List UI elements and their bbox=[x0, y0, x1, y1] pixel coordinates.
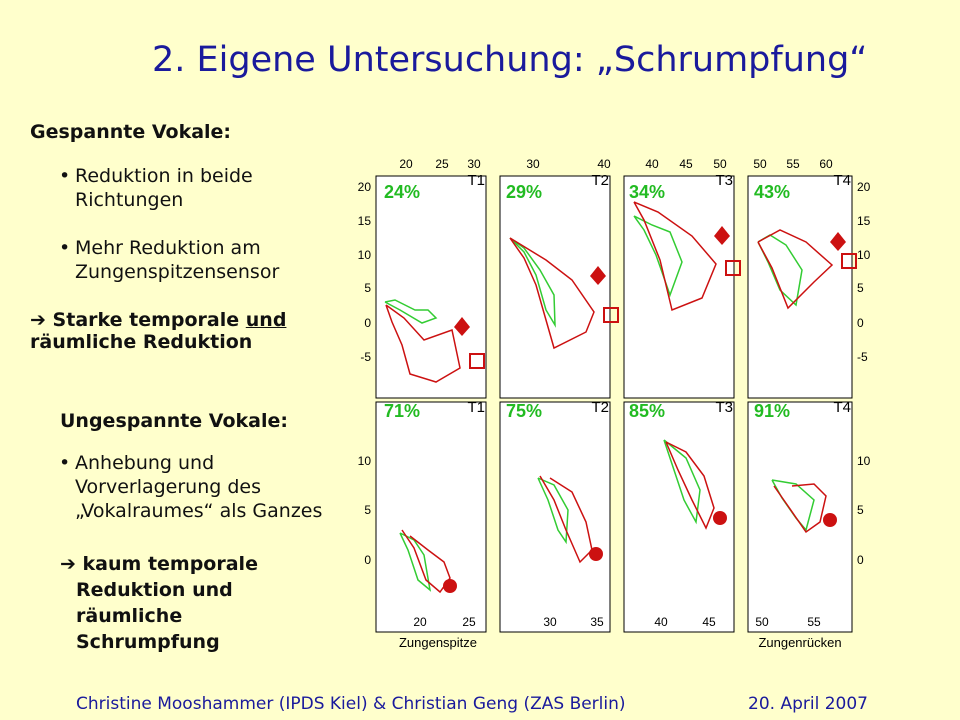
tick-label: 0 bbox=[364, 553, 371, 567]
bullet-dot: • bbox=[59, 452, 71, 474]
bottom-row-panels bbox=[376, 402, 852, 632]
percent-label: 71% bbox=[384, 401, 421, 421]
panel-frame bbox=[376, 402, 486, 632]
percent-label: 29% bbox=[506, 182, 543, 202]
tick-label: 0 bbox=[857, 316, 864, 330]
vowel-space-figure bbox=[340, 150, 880, 660]
tick-label: 30 bbox=[543, 615, 557, 629]
tick-label: 5 bbox=[857, 503, 864, 517]
bullet-dot: • bbox=[59, 237, 71, 259]
tick-label: 0 bbox=[364, 316, 371, 330]
lax-conclusion bbox=[60, 551, 258, 655]
percent-label: 85% bbox=[629, 401, 666, 421]
tick-label: 5 bbox=[364, 281, 371, 295]
bullet-dot: • bbox=[59, 165, 71, 187]
bullet-line: Anhebung und bbox=[75, 452, 215, 474]
tick-label: 40 bbox=[597, 157, 611, 171]
conclusion-line3: räumliche bbox=[76, 605, 183, 627]
panel-frame bbox=[624, 176, 734, 398]
conclusion-text: kaum temporale bbox=[82, 553, 258, 575]
slide-title: 2. Eigene Untersuchung: „Schrumpfung“ bbox=[152, 40, 868, 80]
tick-label: 60 bbox=[819, 157, 833, 171]
panel-label: T3 bbox=[715, 399, 733, 416]
tick-label: 20 bbox=[357, 180, 371, 194]
tick-label: 5 bbox=[857, 281, 864, 295]
tense-bullet-1 bbox=[59, 164, 253, 212]
top-row-panels bbox=[376, 176, 852, 398]
panel-label: T4 bbox=[833, 172, 851, 189]
percent-label: 24% bbox=[384, 182, 421, 202]
panel-label: T2 bbox=[591, 172, 609, 189]
panel-frame bbox=[748, 176, 852, 398]
tick-label: 20 bbox=[399, 157, 413, 171]
arrow-icon: ➔ bbox=[60, 553, 76, 575]
percent-label: 91% bbox=[754, 401, 791, 421]
lax-bullet bbox=[59, 451, 323, 523]
tick-label: 55 bbox=[786, 157, 800, 171]
tick-label: 50 bbox=[755, 615, 769, 629]
tense-conclusion bbox=[30, 309, 286, 353]
percent-label: 75% bbox=[506, 401, 543, 421]
bullet-line: Vorverlagerung des bbox=[75, 476, 262, 498]
bullet-line: „Vokalraumes“ als Ganzes bbox=[75, 500, 323, 522]
conclusion-line2: Reduktion und bbox=[76, 579, 233, 601]
tick-label: 50 bbox=[713, 157, 727, 171]
arrow-icon: ➔ bbox=[30, 309, 46, 331]
tick-label: 15 bbox=[357, 214, 371, 228]
bottom-axis-labels bbox=[413, 615, 821, 629]
footer-authors: Christine Mooshammer (IPDS Kiel) & Christian Geng (ZAS Berlin) bbox=[76, 694, 626, 714]
panel-label: T4 bbox=[833, 399, 851, 416]
tick-label: 10 bbox=[357, 248, 371, 262]
tick-label: 55 bbox=[807, 615, 821, 629]
panel-label: T2 bbox=[591, 399, 609, 416]
tick-label: 0 bbox=[857, 553, 864, 567]
tense-heading: Gespannte Vokale: bbox=[30, 121, 232, 143]
tick-label: 45 bbox=[679, 157, 693, 171]
panel-frame bbox=[500, 176, 610, 398]
left-axis-labels-top bbox=[358, 180, 372, 364]
numbered-marker bbox=[823, 513, 837, 527]
panel-frame bbox=[748, 402, 852, 632]
tick-label: 30 bbox=[526, 157, 540, 171]
tick-label: -5 bbox=[360, 350, 371, 364]
tick-label: 30 bbox=[467, 157, 481, 171]
panel-label: T1 bbox=[467, 399, 485, 416]
tense-bullet-2 bbox=[59, 236, 280, 284]
tick-label: 40 bbox=[654, 615, 668, 629]
panel-label: T1 bbox=[467, 172, 485, 189]
x-label-right: Zungenrücken bbox=[758, 635, 842, 650]
tick-label: 35 bbox=[590, 615, 604, 629]
tick-label: 25 bbox=[435, 157, 449, 171]
tick-label: 20 bbox=[857, 180, 871, 194]
right-axis-labels-top bbox=[857, 180, 871, 364]
tick-label: 10 bbox=[357, 454, 371, 468]
tick-label: 15 bbox=[857, 214, 871, 228]
percent-label: 34% bbox=[629, 182, 666, 202]
bullet-line: Zungenspitzensensor bbox=[75, 261, 280, 283]
tick-label: 50 bbox=[753, 157, 767, 171]
bullet-line: Richtungen bbox=[75, 189, 184, 211]
numbered-marker bbox=[713, 511, 727, 525]
lax-heading: Ungespannte Vokale: bbox=[60, 410, 288, 432]
tick-label: 25 bbox=[462, 615, 476, 629]
conclusion-text: Starke temporale bbox=[52, 309, 246, 331]
right-axis-labels-bottom bbox=[857, 454, 871, 567]
tick-label: 5 bbox=[364, 503, 371, 517]
tick-label: 20 bbox=[413, 615, 427, 629]
conclusion-line2: räumliche Reduktion bbox=[30, 331, 253, 353]
tick-label: 40 bbox=[645, 157, 659, 171]
conclusion-line4: Schrumpfung bbox=[76, 631, 220, 653]
panel-frame bbox=[500, 402, 610, 632]
tick-label: 10 bbox=[857, 454, 871, 468]
tick-label: -5 bbox=[857, 350, 868, 364]
bullet-line: Mehr Reduktion am bbox=[75, 237, 261, 259]
footer-date: 20. April 2007 bbox=[748, 694, 868, 714]
percent-label: 43% bbox=[754, 182, 791, 202]
panel-label: T3 bbox=[715, 172, 733, 189]
numbered-marker bbox=[589, 547, 603, 561]
tick-label: 10 bbox=[857, 248, 871, 262]
conclusion-und: und bbox=[245, 309, 287, 331]
top-axis-labels bbox=[399, 157, 833, 171]
bullet-line: Reduktion in beide bbox=[75, 165, 253, 187]
numbered-marker bbox=[443, 579, 457, 593]
x-label-left: Zungenspitze bbox=[398, 635, 478, 650]
tick-label: 45 bbox=[702, 615, 716, 629]
left-axis-labels-bottom bbox=[358, 454, 372, 567]
